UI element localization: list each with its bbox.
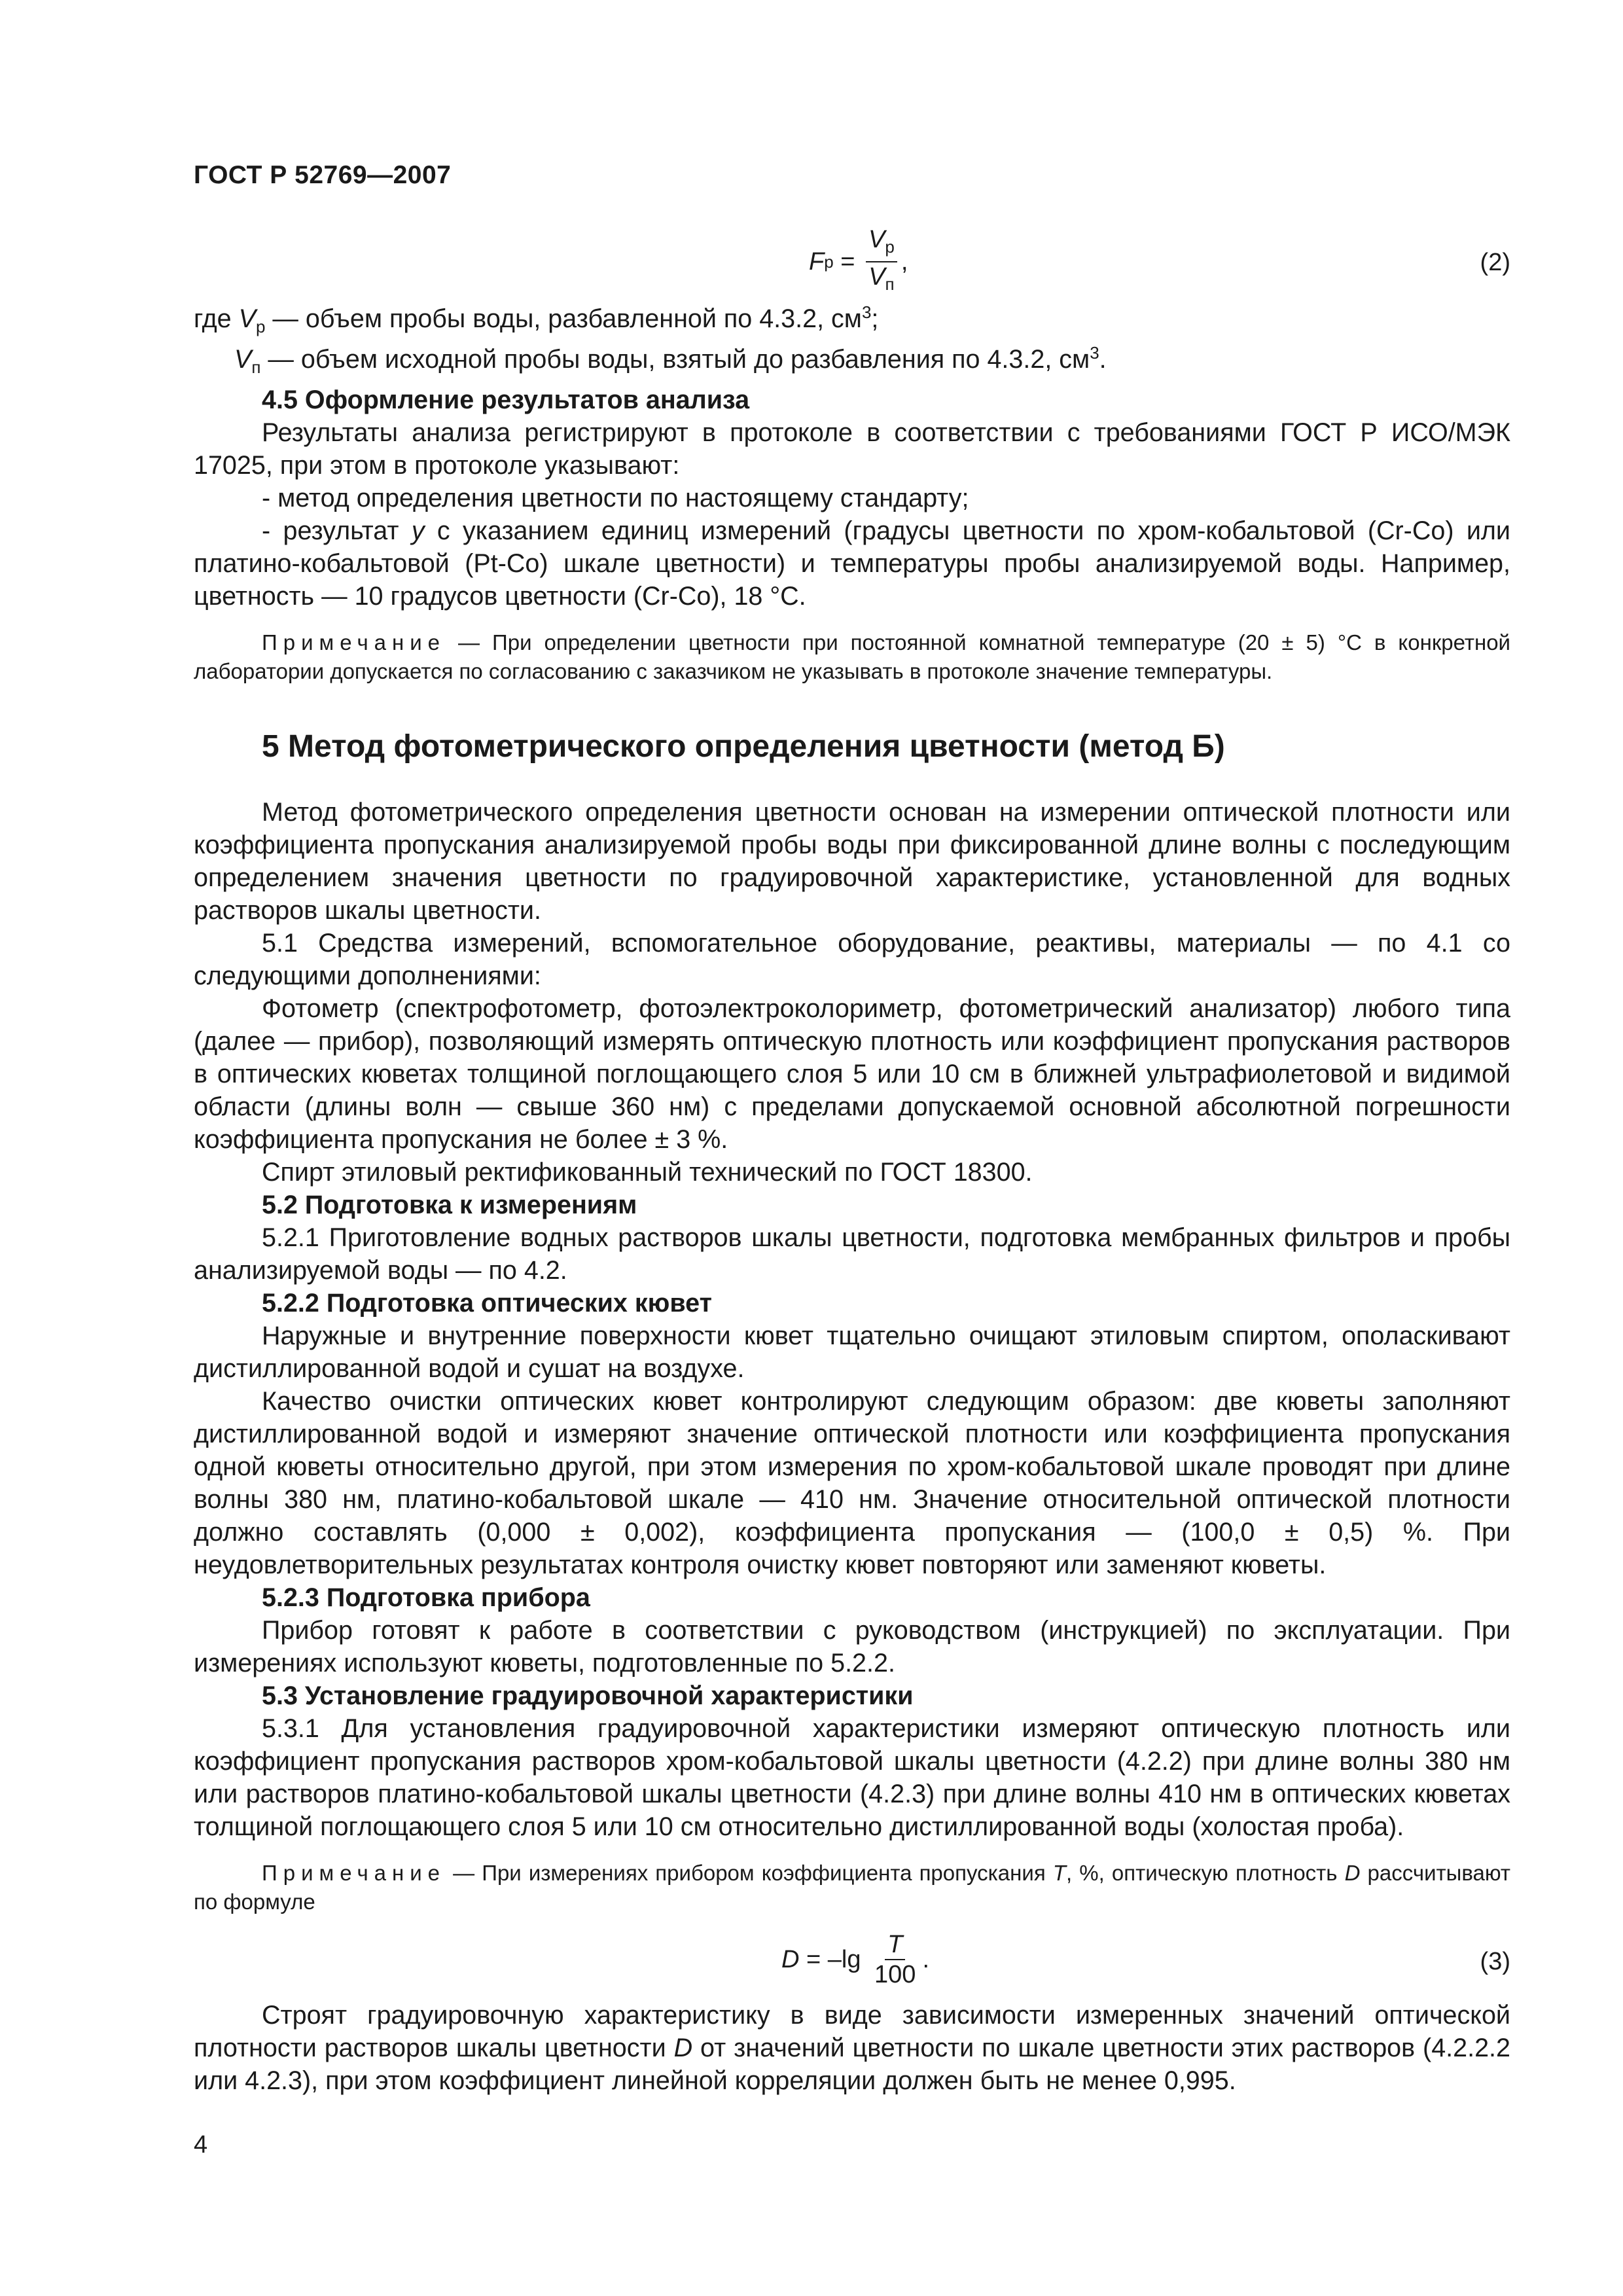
formula-3-tail: . <box>922 1946 929 1973</box>
formula-2-expression <box>809 221 908 302</box>
where-var-2: V <box>234 345 252 374</box>
where-text-2: — объем исходной пробы воды, взятый до разбавления по 4.3.2, см <box>260 345 1090 374</box>
formula-3-number: (3) <box>1480 1948 1510 1975</box>
formula-2-numerator: V <box>868 226 885 253</box>
where-prefix: где <box>194 304 239 333</box>
formula-2-lhs: F <box>809 248 825 276</box>
formula-2-lhs-sub: р <box>824 252 834 272</box>
paragraph-5-2-2-a: Наружные и внутренние поверхности кювет тщательно очищают этиловым спиртом, ополаскивают дистиллированной водой и сушат на воздухе. <box>194 1321 1510 1383</box>
formula-3-eq: = –lg <box>799 1946 868 1973</box>
note2-label: Примечание <box>262 1861 446 1885</box>
paragraph-5-2-3: Прибор готовят к работе в соответствии с руководством (инструкцией) по эксплуатации. При измерениях используют кюветы, подготовленные по 5.2.2. <box>194 1616 1510 1677</box>
where-end-2: . <box>1099 345 1107 374</box>
where-sup-2: 3 <box>1090 343 1099 363</box>
paragraph-5-3-1: 5.3.1 Для установления градуировочной характеристики измеряют оптическую плотность или коэффициент пропускания растворов хром-кобальтовой шкалы цветности (4.2.2) при длине волны 380 нм или растворов платино-кобальтовой шкалы цветности (4.2.3) при длине волны 410 нм в оптических кюветах толщиной поглощающего слоя 5 или 10 см относительно дистиллированной воды (холостая проба). <box>194 1714 1510 1841</box>
note2-text-a: — При измерениях прибором коэффициента пропускания <box>446 1861 1053 1885</box>
heading-5-3: 5.3 Установление градуировочной характеристики <box>262 1681 914 1710</box>
list-item-result-pre: - результат <box>262 516 412 545</box>
document-header: ГОСТ Р 52769—2007 <box>194 161 452 189</box>
formula-2-denominator-sub: п <box>885 274 895 294</box>
list-item-result-var: у <box>411 516 425 545</box>
formula-3-lhs: D <box>781 1946 800 1973</box>
paragraph-4-5-intro: Результаты анализа регистрируют в протоколе в соответствии с требованиями ГОСТ Р ИСО/МЭК 17025, при этом в протоколе указывают: <box>194 418 1510 480</box>
paragraph-5-2-1: 5.2.1 Приготовление водных растворов шкалы цветности, подготовка мембранных фильтров и пробы анализируемой воды — по 4.2. <box>194 1223 1510 1285</box>
note-transmittance <box>194 1859 1510 1916</box>
formula-3-fraction <box>872 1930 918 1989</box>
formula-2-tail: , <box>901 248 908 276</box>
formula-2 <box>194 221 1510 302</box>
paragraph-5-intro: Метод фотометрического определения цветности основан на измерении оптической плотности или коэффициента пропускания анализируемой пробы воды при фиксированной длине волны с последующим определением значения цветности по градуировочной характеристике, установленной для водных растворов шкалы цветности. <box>194 798 1510 925</box>
where-var-1-sub: р <box>255 317 266 336</box>
list-item-method: - метод определения цветности по настоящему стандарту; <box>262 484 969 512</box>
heading-5-2: 5.2 Подготовка к измерениям <box>262 1191 637 1219</box>
note2-var-T: T <box>1052 1861 1066 1885</box>
section-5-title: 5 Метод фотометрического определения цветности (метод Б) <box>262 729 1225 764</box>
heading-5-2-3: 5.2.3 Подготовка прибора <box>262 1583 590 1612</box>
formula-3-denominator: 100 <box>874 1961 916 1988</box>
note2-text-b: , %, оптическую плотность <box>1065 1861 1345 1885</box>
formula-2-numerator-sub: р <box>885 237 895 257</box>
formula-3 <box>194 1920 1510 1999</box>
formula-2-number: (2) <box>1480 249 1510 276</box>
where-line-2 <box>194 343 1510 384</box>
formula-2-eq: = <box>833 248 862 276</box>
formula-2-denominator: V <box>868 263 885 291</box>
paragraph-5-2-2-b: Качество очистки оптических кювет контролируют следующим образом: две кюветы заполняют дистиллированной водой и измеряют значение оптической плотности или коэффициента пропускания одной кюветы относительно другой, при этом измерения по хром-кобальтовой шкале проводят при длине волны 380 нм, платино-кобальтовой шкале — 410 нм. Значение относительной оптической плотности должно составлять (0,000 ± 0,002), коэффициента пропускания — (100,0 ± 0,5) %. При неудовлетворительных результатах контроля очистку кювет повторяют или заменяют кюветы. <box>194 1387 1510 1579</box>
where-end-1: ; <box>871 304 879 333</box>
where-sup-1: 3 <box>861 302 872 322</box>
paragraph-5-1: 5.1 Средства измерений, вспомогательное оборудование, реактивы, материалы — по 4.1 со следующими дополнениями: <box>194 929 1510 990</box>
heading-5-2-2: 5.2.2 Подготовка оптических кювет <box>262 1289 712 1318</box>
where-var-2-sub: п <box>251 357 261 377</box>
formula-2-fraction <box>866 225 897 298</box>
note-label: Примечание <box>262 630 446 655</box>
note-temperature <box>194 628 1510 686</box>
paragraph-calibration <box>194 1999 1510 2097</box>
where-text-1: — объем пробы воды, разбавленной по 4.3.2, см <box>265 304 862 333</box>
calibration-text-a: Строят градуировочную характеристику в виде зависимости измеренных значений оптической плотности растворов шкалы цветности <box>194 2001 1510 2062</box>
paragraph-5-1-photometer: Фотометр (спектрофотометр, фотоэлектроколориметр, фотометрический анализатор) любого типа (далее — прибор), позволяющий измерять оптическую плотность или коэффициент пропускания растворов в оптических кюветах толщиной поглощающего слоя 5 или 10 см в ближней ультрафиолетовой и видимой области (длины волн — свыше 360 нм) с пределами допускаемой основной абсолютной погрешности коэффициента пропускания не более ± 3 %. <box>194 994 1510 1154</box>
note2-text-c: рассчитывают по формуле <box>194 1861 1510 1914</box>
note2-var-D: D <box>1344 1861 1361 1885</box>
page-number: 4 <box>194 2131 208 2159</box>
paragraph-5-1-alcohol: Спирт этиловый ректификованный технический по ГОСТ 18300. <box>262 1158 1033 1187</box>
calibration-text-b: от значений цветности по шкале цветности этих растворов (4.2.2.2 или 4.2.3), при этом коэффициент линейной корреляции должен быть не менее 0,995. <box>194 2034 1510 2095</box>
formula-3-numerator: T <box>885 1930 905 1960</box>
where-line-1 <box>194 302 1510 343</box>
calibration-var-D: D <box>673 2034 693 2062</box>
page-content <box>194 221 1510 2097</box>
formula-3-expression <box>781 1920 929 1999</box>
note-text: — При определении цветности при постоянной комнатной температуре (20 ± 5) °С в конкретной лаборатории допускается по согласованию с заказчиком не указывать в протоколе значение температуры. <box>194 630 1510 683</box>
where-var-1: V <box>238 304 256 333</box>
heading-4-5: 4.5 Оформление результатов анализа <box>262 386 750 414</box>
list-item-result-post: с указанием единиц измерений (градусы цветности по хром-кобальтовой (Cr-Co) или платино-кобальтовой (Pt-Co) шкале цветности) и температуры пробы анализируемой воды. Например, цветность — 10 градусов цветности (Cr-Co), 18 °С. <box>194 516 1510 611</box>
list-item-result <box>194 514 1510 613</box>
